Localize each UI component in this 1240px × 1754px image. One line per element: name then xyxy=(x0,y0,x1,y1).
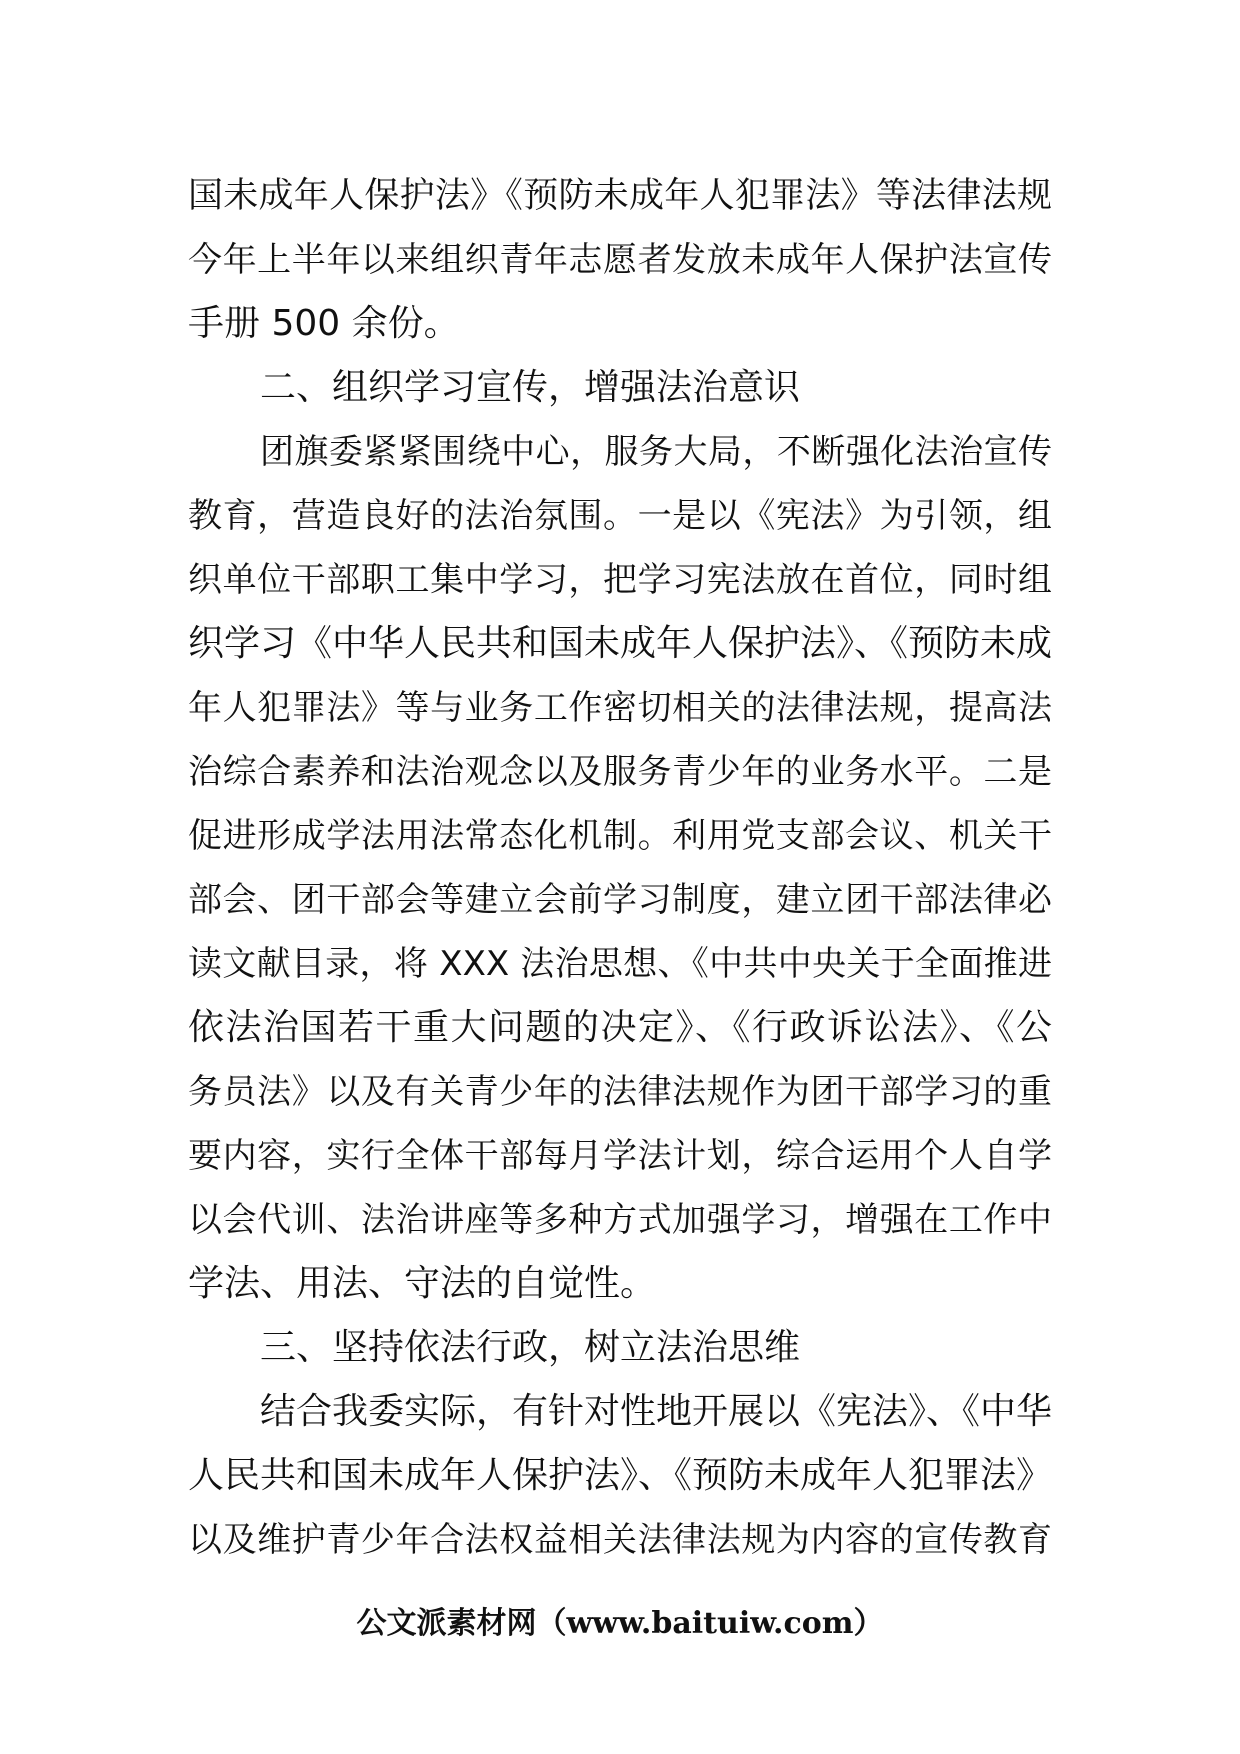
paragraph-line: 以会代训、法治讲座等多种方式加强学习，增强在工作中 xyxy=(188,1200,1052,1240)
footer-watermark: 公文派素材网（www.baituiw.com） xyxy=(356,1606,884,1641)
paragraph-line: 读文献目录，将 XXX 法治思想、《中共中央关于全面推进 xyxy=(188,944,1052,984)
document-body xyxy=(188,164,1052,1572)
paragraph-line: 织学习《中华人民共和国未成年人保护法》、《预防未成 xyxy=(188,623,1053,664)
paragraph-line: 教育，营造良好的法治氛围。一是以《宪法》为引领，组 xyxy=(188,496,1052,536)
paragraph-line: 务员法》以及有关青少年的法律法规作为团干部学习的重 xyxy=(188,1072,1052,1112)
paragraph-line: 手册 500 余份。 xyxy=(188,303,460,344)
paragraph-line: 依法治国若干重大问题的决定》、《行政诉讼法》、《公 xyxy=(188,1007,1052,1048)
paragraph-line: 人民共和国未成年人保护法》、《预防未成年人犯罪法》 xyxy=(188,1455,1053,1496)
paragraph-line: 织单位干部职工集中学习，把学习宪法放在首位，同时组 xyxy=(188,560,1052,600)
paragraph-line: 年人犯罪法》等与业务工作密切相关的法律法规，提高法 xyxy=(188,688,1052,728)
paragraph-line: 今年上半年以来组织青年志愿者发放未成年人保护法宣传 xyxy=(188,240,1052,280)
paragraph-line: 结合我委实际，有针对性地开展以《宪法》、《中华 xyxy=(260,1391,1053,1432)
paragraph-line: 团旗委紧紧围绕中心，服务大局，不断强化法治宣传 xyxy=(260,432,1052,472)
paragraph-line: 学法、用法、守法的自觉性。 xyxy=(188,1263,657,1304)
paragraph-line: 国未成年人保护法》《预防未成年人犯罪法》等法律法规 xyxy=(188,176,1052,216)
paragraph-line: 促进形成学法用法常态化机制。利用党支部会议、机关干 xyxy=(188,816,1052,856)
paragraph-line: 部会、团干部会等建立会前学习制度，建立团干部法律必 xyxy=(188,880,1052,920)
section-heading: 二、组织学习宣传，增强法治意识 xyxy=(260,367,801,408)
paragraph-line: 要内容，实行全体干部每月学法计划，综合运用个人自学 xyxy=(188,1136,1052,1176)
section-heading: 三、坚持依法行政，树立法治思维 xyxy=(260,1327,801,1368)
paragraph-line: 以及维护青少年合法权益相关法律法规为内容的宣传教育 xyxy=(188,1520,1052,1560)
paragraph-line: 治综合素养和法治观念以及服务青少年的业务水平。二是 xyxy=(188,752,1052,792)
